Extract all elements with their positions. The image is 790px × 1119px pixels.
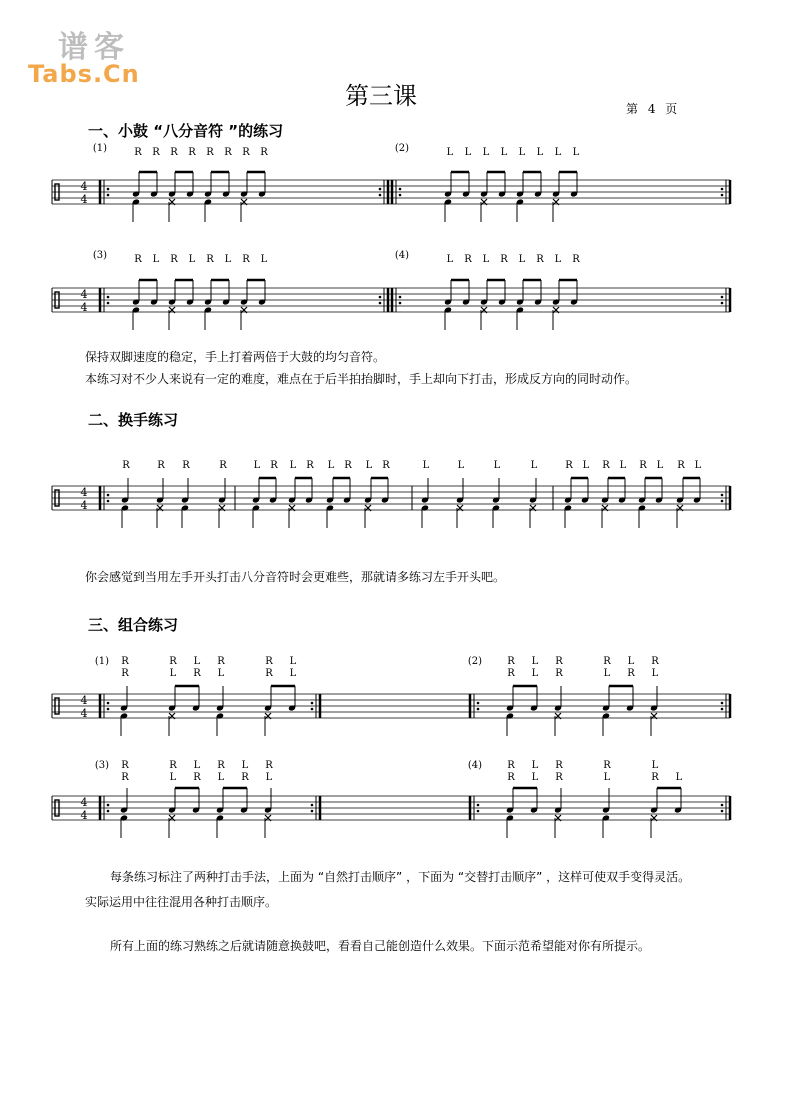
sticking-label: R — [270, 460, 278, 471]
time-signature-bottom: 4 — [80, 809, 88, 822]
time-signature-top: 4 — [80, 180, 88, 193]
sticking-label: R — [602, 460, 610, 471]
repeat-dot — [379, 296, 382, 299]
sticking-label: R — [219, 460, 227, 471]
sticking-label: L — [327, 460, 335, 471]
paragraph: 你会感觉到当用左手开头打击八分音符时会更难些，那就请多练习左手开头吧。 — [85, 570, 506, 584]
repeat-dot — [107, 804, 110, 807]
repeat-dot — [721, 302, 724, 305]
exercise-label: (4) — [394, 250, 410, 261]
sticking-natural: L — [193, 656, 201, 667]
repeat-dot — [379, 188, 382, 191]
sticking-label: R — [344, 460, 352, 471]
repeat-dot — [721, 804, 724, 807]
sticking-alternate: L — [603, 772, 611, 783]
paragraph: 实际运用中往往混用各种打击顺序。 — [85, 895, 278, 909]
sticking-label: L — [482, 147, 490, 158]
logo-text: 谱客 — [58, 30, 130, 65]
sticking-alternate: L — [603, 668, 611, 679]
time-signature-top: 4 — [80, 486, 88, 499]
repeat-dot — [107, 708, 110, 711]
time-signature-bottom: 4 — [80, 707, 88, 720]
sticking-label: L — [253, 460, 261, 471]
sticking-label: L — [152, 254, 160, 265]
exercise-label: (4) — [467, 760, 483, 771]
exercise-label: (1) — [92, 143, 108, 154]
repeat-dot — [311, 810, 314, 813]
sticking-label: R — [464, 254, 472, 265]
sticking-natural: R — [507, 656, 515, 667]
sticking-label: L — [656, 460, 664, 471]
sticking-alternate: L — [265, 772, 273, 783]
sticking-label: R — [122, 460, 130, 471]
sticking-label: R — [170, 254, 178, 265]
sticking-natural: L — [531, 656, 539, 667]
time-signature-bottom: 4 — [80, 499, 88, 512]
repeat-dot — [399, 194, 402, 197]
sticking-alternate: L — [169, 668, 177, 679]
sticking-natural: R — [603, 760, 611, 771]
sticking-natural: R — [555, 760, 563, 771]
exercise-label: (2) — [394, 143, 410, 154]
sticking-alternate: L — [651, 668, 659, 679]
sticking-natural: R — [603, 656, 611, 667]
repeat-dot — [107, 296, 110, 299]
sticking-label: L — [619, 460, 627, 471]
sticking-label: L — [500, 147, 508, 158]
sticking-natural: L — [627, 656, 635, 667]
exercise-label: (3) — [94, 760, 110, 771]
repeat-dot — [721, 296, 724, 299]
sticking-label: L — [582, 460, 590, 471]
time-signature-top: 4 — [80, 796, 88, 809]
sticking-label: L — [188, 254, 196, 265]
sticking-label: L — [457, 460, 465, 471]
repeat-dot — [721, 708, 724, 711]
sticking-natural: R — [555, 656, 563, 667]
sticking-label: R — [152, 147, 160, 158]
sticking-alternate: R — [507, 668, 515, 679]
sticking-label: R — [572, 254, 580, 265]
sticking-natural: L — [531, 760, 539, 771]
repeat-dot — [399, 188, 402, 191]
sticking-alternate: L — [531, 668, 539, 679]
repeat-dot — [107, 194, 110, 197]
sticking-label: R — [306, 460, 314, 471]
repeat-dot — [477, 702, 480, 705]
time-signature-top: 4 — [80, 288, 88, 301]
sticking-natural: R — [121, 760, 129, 771]
sticking-label: R — [500, 254, 508, 265]
repeat-dot — [477, 804, 480, 807]
sticking-natural: R — [121, 656, 129, 667]
sticking-label: L — [446, 147, 454, 158]
sticking-label: R — [639, 460, 647, 471]
sticking-label: L — [518, 147, 526, 158]
sticking-label: R — [242, 147, 250, 158]
sticking-natural: R — [217, 760, 225, 771]
sticking-label: R — [206, 147, 214, 158]
repeat-dot — [721, 810, 724, 813]
paragraph: 保持双脚速度的稳定，手上打着两倍于大鼓的均匀音符。 — [85, 350, 386, 364]
sticking-label: R — [182, 460, 190, 471]
sticking-alternate: R — [555, 772, 563, 783]
exercise-label: (2) — [467, 656, 483, 667]
repeat-dot — [721, 500, 724, 503]
sticking-label: L — [530, 460, 538, 471]
sticking-label: L — [493, 460, 501, 471]
sticking-label: R — [188, 147, 196, 158]
repeat-dot — [721, 188, 724, 191]
sticking-label: L — [464, 147, 472, 158]
repeat-dot — [107, 500, 110, 503]
sticking-alternate: R — [627, 668, 635, 679]
sticking-label: L — [572, 147, 580, 158]
sticking-label: R — [206, 254, 214, 265]
repeat-dot — [107, 702, 110, 705]
sticking-label: R — [224, 147, 232, 158]
sticking-natural: R — [217, 656, 225, 667]
sticking-label: L — [518, 254, 526, 265]
repeat-dot — [399, 302, 402, 305]
paragraph: 所有上面的练习熟练之后就请随意换鼓吧，看看自己能创造什么效果。下面示范希望能对你有所提示。 — [110, 939, 651, 953]
sticking-label: R — [382, 460, 390, 471]
sticking-natural: L — [289, 656, 297, 667]
page-title: 第三课 — [345, 82, 417, 110]
sticking-alternate: R — [265, 668, 273, 679]
sticking-alternate: L — [531, 772, 539, 783]
sticking-label: L — [224, 254, 232, 265]
repeat-dot — [379, 302, 382, 305]
sticking-label: R — [565, 460, 573, 471]
paragraph: 本练习对不少人来说有一定的难度，难点在于后半拍抬脚时，手上却向下打击，形成反方向的同时动作。 — [85, 372, 638, 386]
repeat-dot — [477, 810, 480, 813]
repeat-dot — [107, 302, 110, 305]
repeat-dot — [721, 494, 724, 497]
sticking-label: L — [289, 460, 297, 471]
sticking-label: L — [365, 460, 373, 471]
section-heading-3: 三、组合练习 — [88, 616, 179, 634]
sticking-alternate: L — [217, 668, 225, 679]
repeat-dot — [107, 188, 110, 191]
section-heading-2: 二、换手练习 — [88, 411, 179, 429]
repeat-dot — [107, 494, 110, 497]
sticking-alternate: R — [555, 668, 563, 679]
time-signature-bottom: 4 — [80, 193, 88, 206]
sticking-alternate: R — [121, 668, 129, 679]
sticking-natural: L — [651, 760, 659, 771]
sticking-label: R — [134, 147, 142, 158]
sticking-natural: R — [265, 760, 273, 771]
section-heading-1: 一、小鼓 “八分音符 ”的练习 — [88, 122, 284, 140]
logo-url: Tabs.Cn — [28, 60, 140, 88]
sticking-label: R — [170, 147, 178, 158]
sticking-natural: L — [193, 760, 201, 771]
sticking-alternate: R — [241, 772, 249, 783]
sticking-alternate: R — [193, 772, 201, 783]
repeat-dot — [721, 194, 724, 197]
sticking-label: L — [422, 460, 430, 471]
repeat-dot — [721, 702, 724, 705]
sticking-label: L — [260, 254, 268, 265]
exercise-label: (1) — [94, 656, 110, 667]
sticking-label: R — [242, 254, 250, 265]
sticking-natural: R — [169, 760, 177, 771]
sticking-alternate: R — [121, 772, 129, 783]
repeat-dot — [311, 702, 314, 705]
sticking-label: L — [536, 147, 544, 158]
sticking-alternate: R — [507, 772, 515, 783]
repeat-dot — [399, 296, 402, 299]
sticking-label: R — [157, 460, 165, 471]
sticking-natural: R — [265, 656, 273, 667]
sticking-label: L — [554, 254, 562, 265]
sticking-label: R — [536, 254, 544, 265]
sticking-alternate: R — [193, 668, 201, 679]
sticking-natural: L — [241, 760, 249, 771]
sticking-natural: R — [507, 760, 515, 771]
repeat-dot — [311, 804, 314, 807]
sticking-label: R — [134, 254, 142, 265]
sticking-label: L — [554, 147, 562, 158]
paragraph: 每条练习标注了两种打击手法，上面为 “自然打击顺序” ，下面为 “交替打击顺序” ，这样可使双手变得灵活。 — [110, 870, 691, 884]
sticking-natural: R — [651, 656, 659, 667]
sticking-label: R — [260, 147, 268, 158]
repeat-dot — [311, 708, 314, 711]
sticking-label: R — [677, 460, 685, 471]
sticking-label: L — [694, 460, 702, 471]
sticking-alternate: L — [289, 668, 297, 679]
sticking-alternate: L — [169, 772, 177, 783]
repeat-dot — [379, 194, 382, 197]
time-signature-bottom: 4 — [80, 301, 88, 314]
exercise-label: (3) — [92, 250, 108, 261]
sticking-label: L — [482, 254, 490, 265]
repeat-dot — [107, 810, 110, 813]
sticking-alternate: R — [651, 772, 659, 783]
time-signature-top: 4 — [80, 694, 88, 707]
page-number: 第 4 页 — [626, 102, 681, 116]
repeat-dot — [477, 708, 480, 711]
sticking-alternate: L — [217, 772, 225, 783]
sticking-natural: R — [169, 656, 177, 667]
sticking-label: L — [446, 254, 454, 265]
sticking-alternate: L — [675, 772, 683, 783]
